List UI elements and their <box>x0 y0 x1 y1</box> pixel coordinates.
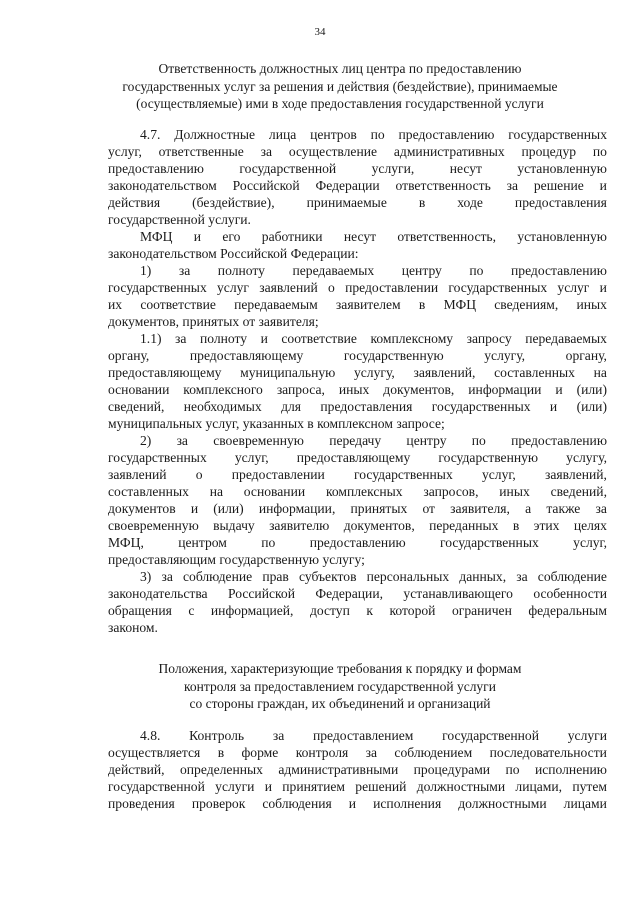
word: за <box>506 178 519 193</box>
word: персональных <box>366 569 450 584</box>
word: принятием <box>282 779 346 794</box>
text-line <box>108 330 607 347</box>
word: работники <box>261 229 323 244</box>
word: соблюдения <box>262 796 332 811</box>
word: законодательства <box>108 586 208 601</box>
word: и <box>348 796 357 811</box>
word: муниципальную <box>240 365 336 380</box>
word: их <box>108 297 123 312</box>
word: предоставлению <box>511 433 607 448</box>
word: своевременную <box>213 433 304 448</box>
word: лица <box>268 127 297 142</box>
word: предоставляющему <box>108 365 222 380</box>
word: центру <box>401 263 442 278</box>
heading-line: Положения, характеризующие требования к порядку и формам <box>158 661 522 676</box>
word: путем <box>572 779 607 794</box>
word: за <box>176 433 188 448</box>
word: иных <box>338 382 370 397</box>
word: услуг <box>217 280 249 295</box>
word: за <box>365 745 378 760</box>
word: 1) <box>140 263 152 278</box>
text-line <box>108 449 607 466</box>
word: в <box>217 745 225 760</box>
word: федеральным <box>528 603 607 618</box>
word: услуг, <box>481 467 516 482</box>
word: административными <box>278 762 399 777</box>
word: государственных <box>108 280 207 295</box>
word: проведения <box>108 796 175 811</box>
word: по <box>471 433 486 448</box>
word: осуществляется <box>108 745 201 760</box>
text-line <box>108 126 607 143</box>
word: услугу, <box>353 365 395 380</box>
word: прав <box>262 569 289 584</box>
text-line: законодательством Российской Федерации: <box>108 246 359 261</box>
word: которой <box>389 603 436 618</box>
word: комплексного <box>183 382 263 397</box>
text-line <box>108 727 607 744</box>
text-line <box>108 160 607 177</box>
word: данных, <box>459 569 507 584</box>
word: услуги <box>215 779 255 794</box>
word: документов, <box>383 382 455 397</box>
word: услуг, <box>573 535 607 550</box>
word: соответствие <box>281 331 357 346</box>
word: проверок <box>191 796 246 811</box>
word: а <box>525 501 532 516</box>
text-line <box>108 585 607 602</box>
word: сведений, <box>108 399 165 414</box>
word: услуг, <box>108 144 142 159</box>
word: государственную <box>343 348 444 363</box>
word: о <box>195 467 203 482</box>
text-line <box>108 795 607 812</box>
word: административных <box>393 144 505 159</box>
word: с <box>188 603 195 618</box>
word: лицами, <box>515 779 563 794</box>
word: сведений, <box>550 484 607 499</box>
text-line <box>108 398 607 415</box>
word: услуги <box>567 728 607 743</box>
word: комплексному <box>370 331 454 346</box>
word: должностными <box>416 779 506 794</box>
text-line <box>108 228 607 245</box>
word: своевременную <box>108 518 199 533</box>
word: запросов, <box>423 484 479 499</box>
section-heading-responsibility <box>100 60 580 113</box>
heading-line: со стороны граждан, их объединений и организаций <box>189 696 491 711</box>
word: основании <box>108 382 170 397</box>
word: по <box>261 535 276 550</box>
text-line <box>108 194 607 211</box>
word: государственных <box>108 450 207 465</box>
word: органу, <box>108 348 150 363</box>
word: его <box>222 229 241 244</box>
word: государственной <box>442 728 539 743</box>
word: центром <box>178 535 227 550</box>
word: субъектов <box>298 569 357 584</box>
word: государственной <box>239 161 337 176</box>
word: и <box>549 399 558 414</box>
word: в <box>512 518 520 533</box>
word: заявителя, <box>450 501 510 516</box>
word: информации, <box>258 501 336 516</box>
text-line <box>108 347 607 364</box>
word: на <box>593 365 607 380</box>
text-line: предоставляющим государственную услугу; <box>108 552 365 567</box>
text-line <box>108 500 607 517</box>
word: действия <box>108 195 161 210</box>
word: по <box>370 127 385 142</box>
word: к <box>366 603 373 618</box>
text-line: документов, принятых от заявителя; <box>108 314 319 329</box>
text-line: законом. <box>108 620 158 635</box>
word: о <box>328 280 335 295</box>
word: принятых <box>350 501 408 516</box>
word: решение <box>533 178 584 193</box>
word: необходимых <box>183 399 262 414</box>
text-line <box>108 279 607 296</box>
word: 1.1) <box>140 331 162 346</box>
text-line <box>108 517 607 534</box>
word: МФЦ <box>443 297 477 312</box>
text-line: муниципальных услуг, указанных в комплексном запросе; <box>108 416 445 431</box>
word: передаваемых <box>525 331 607 346</box>
word: информации <box>468 382 542 397</box>
word: государственных <box>508 127 607 142</box>
word: действий, <box>108 762 165 777</box>
word: заявлений, <box>545 467 607 482</box>
word: предоставлением <box>312 728 414 743</box>
word: последовательности <box>489 745 607 760</box>
word: для <box>281 399 302 414</box>
word: по <box>505 762 520 777</box>
text-line: государственной услуги. <box>108 212 251 227</box>
word: составленных <box>494 365 575 380</box>
word: передачу <box>329 433 382 448</box>
word: предоставлению <box>108 161 204 176</box>
word: составленных <box>108 484 189 499</box>
word: заявлений <box>108 467 167 482</box>
word: исполнению <box>534 762 607 777</box>
text-line <box>108 568 607 585</box>
word: обращения <box>108 603 172 618</box>
word: предоставляющему <box>189 348 304 363</box>
word: Федерации <box>315 178 380 193</box>
word: ограничен <box>451 603 512 618</box>
paragraph-block-4-7 <box>108 126 607 636</box>
word: услуги, <box>371 161 415 176</box>
word: доступ <box>309 603 350 618</box>
word: документов, <box>343 518 415 533</box>
word: МФЦ <box>140 229 173 244</box>
text-line <box>108 534 607 551</box>
word: и <box>260 331 268 346</box>
word: (бездействие), <box>192 195 275 210</box>
word: заявителем <box>335 297 401 312</box>
word: передаваемых <box>292 263 375 278</box>
word: иных <box>499 484 530 499</box>
word: соответствие <box>140 297 216 312</box>
heading-line: Ответственность должностных лиц центра по предоставлению <box>158 61 522 76</box>
word: предоставлению <box>398 127 495 142</box>
word: и <box>193 229 202 244</box>
word: центру <box>406 433 447 448</box>
word: должностными <box>458 796 547 811</box>
word: по <box>592 144 607 159</box>
word: полноту <box>217 263 265 278</box>
text-line <box>108 744 607 761</box>
word: за <box>260 144 272 159</box>
word: за <box>161 569 173 584</box>
text-line <box>108 483 607 500</box>
paragraph-block-4-8 <box>108 727 607 812</box>
word: государственную <box>438 450 539 465</box>
word: соблюдением <box>394 745 473 760</box>
word: государственных <box>448 280 548 295</box>
word: Российской <box>228 586 295 601</box>
word: за <box>595 501 607 516</box>
word: иных <box>576 297 607 312</box>
word: определенных <box>179 762 263 777</box>
word: (или) <box>576 399 607 414</box>
word: этих <box>533 518 560 533</box>
word: услуг <box>557 280 590 295</box>
word: заявлений <box>259 280 318 295</box>
word: соблюдение <box>537 569 607 584</box>
word: процедур <box>521 144 577 159</box>
word: предоставлению <box>511 263 607 278</box>
word: предоставления <box>514 195 607 210</box>
word: выдачу <box>213 518 255 533</box>
word: информацией, <box>210 603 294 618</box>
word: Контроль <box>189 728 245 743</box>
word: переданных <box>429 518 499 533</box>
word: предоставления <box>320 399 413 414</box>
word: услугу, <box>566 450 607 465</box>
word: также <box>546 501 581 516</box>
page-number: 34 <box>314 26 326 38</box>
word: процедурами <box>413 762 491 777</box>
word: ответственные <box>158 144 244 159</box>
word: решений <box>355 779 407 794</box>
heading-line: (осуществляемые) ими в ходе предоставления государственной услуги <box>136 96 544 111</box>
word: устанавливающего <box>403 586 513 601</box>
word: государственных <box>431 399 531 414</box>
word: несут <box>449 161 482 176</box>
word: основании <box>243 484 306 499</box>
word: комплексных <box>325 484 403 499</box>
word: за <box>178 263 191 278</box>
word: МФЦ, <box>108 535 144 550</box>
word: (или) <box>213 501 244 516</box>
word: (или) <box>576 382 607 397</box>
word: центров <box>310 127 357 142</box>
word: услуг, <box>234 450 269 465</box>
word: заявлений, <box>413 365 476 380</box>
word: законодательством <box>108 178 217 193</box>
word: предоставлении <box>345 280 439 295</box>
text-line <box>108 143 607 160</box>
word: контроля <box>295 745 349 760</box>
word: передаваемым <box>234 297 318 312</box>
word: исполнения <box>373 796 442 811</box>
heading-line: государственных услуг за решения и действия (бездействие), принимаемые <box>122 78 558 94</box>
word: 4.7. <box>140 127 161 142</box>
word: осуществление <box>288 144 378 159</box>
word: ответственность <box>395 178 491 193</box>
word: Должностные <box>174 127 256 142</box>
text-line <box>108 778 607 795</box>
word: особенности <box>533 586 607 601</box>
word: полноту <box>199 331 248 346</box>
word: Российской <box>232 178 300 193</box>
word: 4.8. <box>140 728 161 743</box>
word: лицами <box>563 796 607 811</box>
word: запроса, <box>276 382 325 397</box>
word: в <box>418 297 426 312</box>
text-line <box>108 364 607 381</box>
word: целях <box>573 518 607 533</box>
word: форме <box>241 745 279 760</box>
word: предоставлении <box>231 467 325 482</box>
word: от <box>422 501 435 516</box>
text-line <box>108 761 607 778</box>
word: и <box>599 280 607 295</box>
text-line <box>108 602 607 619</box>
word: в <box>418 195 426 210</box>
word: предоставляющему <box>296 450 411 465</box>
word: на <box>209 484 223 499</box>
text-line <box>108 381 607 398</box>
word: государственных <box>354 467 453 482</box>
word: несут <box>343 229 377 244</box>
text-line <box>108 262 607 279</box>
text-line <box>108 177 607 194</box>
word: 2) <box>140 433 152 448</box>
word: органу, <box>565 348 607 363</box>
text-line <box>108 432 607 449</box>
word: государственной <box>108 779 205 794</box>
text-line <box>108 466 607 483</box>
text-line <box>108 296 607 313</box>
word: запросу <box>466 331 512 346</box>
word: государственных <box>440 535 539 550</box>
word: за <box>175 331 187 346</box>
word: и <box>264 779 272 794</box>
word: ходе <box>457 195 483 210</box>
word: за <box>516 569 528 584</box>
word: и <box>190 501 199 516</box>
word: за <box>272 728 285 743</box>
word: установленную <box>517 161 607 176</box>
word: и <box>599 178 607 193</box>
word: соблюдение <box>182 569 253 584</box>
word: заявителю <box>269 518 330 533</box>
word: Федерации, <box>315 586 383 601</box>
word: сведениям, <box>494 297 559 312</box>
word: установленную <box>517 229 607 244</box>
word: документов <box>108 501 176 516</box>
word: по <box>469 263 484 278</box>
word: услугу, <box>484 348 526 363</box>
heading-line: контроля за предоставлением государственной услуги <box>184 678 496 694</box>
word: ответственность, <box>397 229 497 244</box>
section-heading-control <box>100 660 580 713</box>
word: предоставлению <box>309 535 406 550</box>
word: 3) <box>140 569 152 584</box>
word: и <box>555 382 563 397</box>
word: принимаемые <box>306 195 387 210</box>
